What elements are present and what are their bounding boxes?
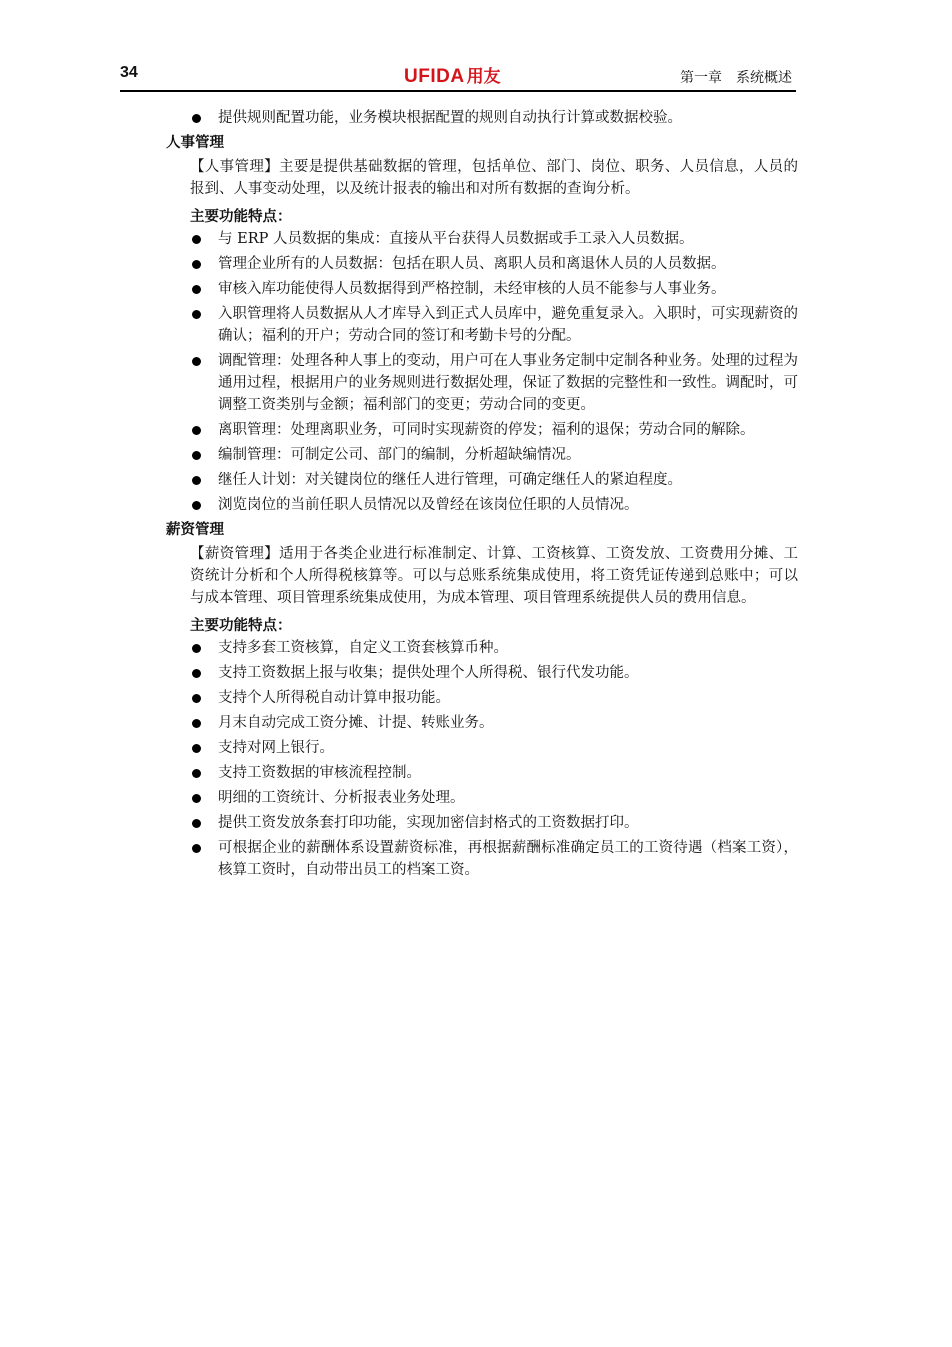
page-header	[120, 62, 796, 92]
bullet-icon	[192, 719, 201, 728]
bullet-icon	[192, 769, 201, 778]
logo-text-cn: 用友	[466, 67, 501, 86]
list-item: 审核入库功能使得人员数据得到严格控制，未经审核的人员不能参与人事业务。	[166, 278, 798, 300]
bullet-icon	[192, 260, 201, 269]
bullet-icon	[192, 285, 201, 294]
chapter-title: 系统概述	[736, 70, 792, 86]
page-number: 34	[120, 64, 138, 81]
payroll-feature-list	[166, 637, 798, 881]
list-item: 支持工资数据上报与收集；提供处理个人所得税、银行代发功能。	[166, 662, 798, 684]
list-item: 调配管理：处理各种人事上的变动，用户可在人事业务定制中定制各种业务。处理的过程为通用过程，根据用户的业务规则进行数据处理，保证了数据的完整性和一致性。调配时，可调整工资类别与金额；福利部门的变更；劳动合同的变更。	[166, 350, 798, 416]
list-item: 与 ERP 人员数据的集成：直接从平台获得人员数据或手工录入人员数据。	[166, 228, 798, 250]
bullet-icon	[192, 644, 201, 653]
chapter-label: 第一章	[680, 70, 722, 86]
bullet-icon	[192, 357, 201, 366]
bullet-icon	[192, 819, 201, 828]
list-item: 支持多套工资核算，自定义工资套核算币种。	[166, 637, 798, 659]
page-body	[166, 107, 798, 884]
intro-bullet-list	[166, 107, 798, 129]
list-item: 离职管理：处理离职业务，可同时实现薪资的停发；福利的退保；劳动合同的解除。	[166, 419, 798, 441]
chapter-heading	[680, 67, 792, 87]
bullet-icon	[192, 235, 201, 244]
bullet-icon	[192, 744, 201, 753]
logo-text-en: UFIDA	[404, 66, 465, 87]
list-item: 支持工资数据的审核流程控制。	[166, 762, 798, 784]
section-description-hr: 【人事管理】主要是提供基础数据的管理，包括单位、部门、岗位、职务、人员信息，人员的报到、人事变动处理，以及统计报表的输出和对所有数据的查询分析。	[190, 159, 798, 197]
bullet-icon	[192, 310, 201, 319]
section-title-payroll: 薪资管理	[166, 522, 224, 538]
bullet-icon	[192, 794, 201, 803]
bullet-icon	[192, 114, 201, 123]
features-title-payroll: 主要功能特点：	[190, 618, 292, 634]
ufida-logo	[404, 62, 501, 88]
bullet-icon	[192, 426, 201, 435]
list-item: 继任人计划：对关键岗位的继任人进行管理，可确定继任人的紧迫程度。	[166, 469, 798, 491]
list-item: 提供规则配置功能，业务模块根据配置的规则自动执行计算或数据校验。	[166, 107, 798, 129]
bullet-icon	[192, 669, 201, 678]
list-item: 月末自动完成工资分摊、计提、转账业务。	[166, 712, 798, 734]
list-item: 支持对网上银行。	[166, 737, 798, 759]
bullet-icon	[192, 501, 201, 510]
section-title-hr: 人事管理	[166, 135, 224, 151]
bullet-icon	[192, 694, 201, 703]
section-description-payroll: 【薪资管理】适用于各类企业进行标准制定、计算、工资核算、工资发放、工资费用分摊、工资统计分析和个人所得税核算等。可以与总账系统集成使用，将工资凭证传递到总账中；可以与成本管理、项目管理系统集成使用，为成本管理、项目管理系统提供人员的费用信息。	[190, 546, 798, 606]
list-item: 浏览岗位的当前任职人员情况以及曾经在该岗位任职的人员情况。	[166, 494, 798, 516]
list-item: 入职管理将人员数据从人才库导入到正式人员库中，避免重复录入。入职时，可实现薪资的确认；福利的开户；劳动合同的签订和考勤卡号的分配。	[166, 303, 798, 347]
list-item: 管理企业所有的人员数据：包括在职人员、离职人员和离退休人员的人员数据。	[166, 253, 798, 275]
bullet-icon	[192, 844, 201, 853]
features-title-hr: 主要功能特点：	[190, 209, 292, 225]
list-item: 支持个人所得税自动计算申报功能。	[166, 687, 798, 709]
bullet-icon	[192, 451, 201, 460]
bullet-icon	[192, 476, 201, 485]
list-item: 可根据企业的薪酬体系设置薪资标准，再根据薪酬标准确定员工的工资待遇（档案工资），核算工资时，自动带出员工的档案工资。	[166, 837, 798, 881]
list-item: 提供工资发放条套打印功能，实现加密信封格式的工资数据打印。	[166, 812, 798, 834]
list-item: 编制管理：可制定公司、部门的编制，分析超缺编情况。	[166, 444, 798, 466]
list-item: 明细的工资统计、分析报表业务处理。	[166, 787, 798, 809]
hr-feature-list	[166, 228, 798, 516]
